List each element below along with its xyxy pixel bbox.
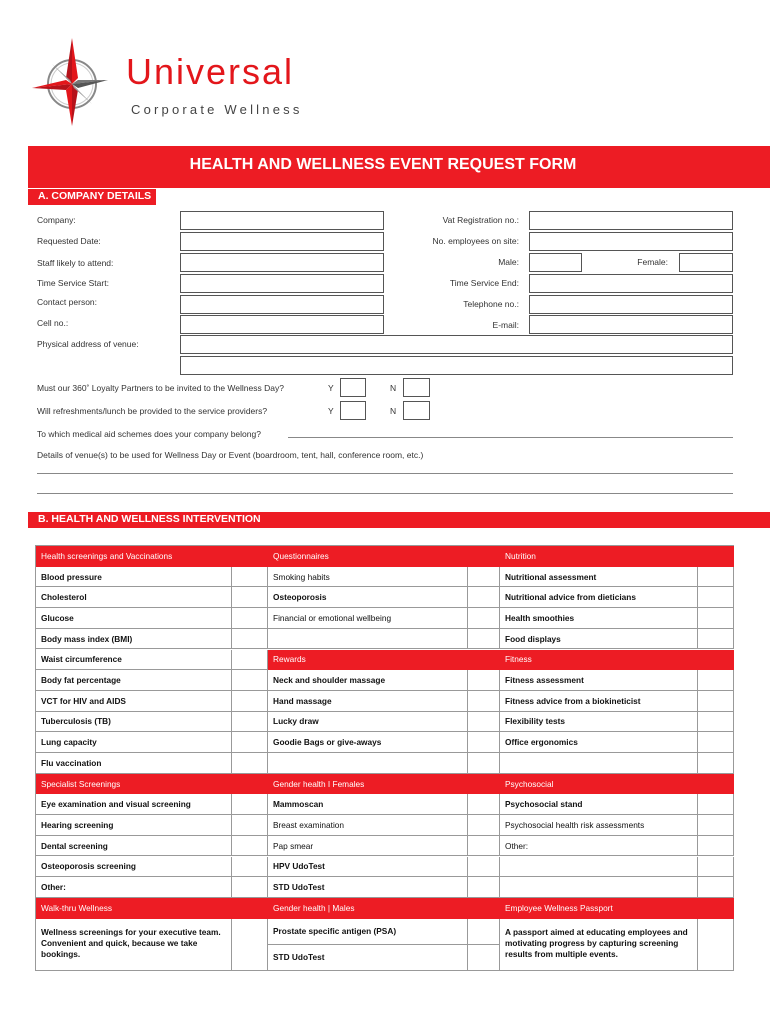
loyalty-yes-checkbox[interactable] (340, 378, 366, 397)
table-cell: Neck and shoulder massage (268, 670, 468, 691)
option-checkbox[interactable] (232, 712, 268, 733)
option-checkbox[interactable] (468, 836, 500, 857)
cell-label: Cell no.: (37, 318, 69, 328)
female-label: Female: (637, 257, 668, 267)
medical-aid-question: To which medical aid schemes does your company belong? (37, 429, 261, 439)
vat-label: Vat Registration no.: (442, 215, 519, 225)
time-start-input[interactable] (180, 274, 384, 293)
option-checkbox[interactable] (232, 691, 268, 712)
refreshments-no-checkbox[interactable] (403, 401, 430, 420)
table-cell: Flu vaccination (36, 753, 232, 774)
option-checkbox[interactable] (468, 587, 500, 608)
table-header-cell: Employee Wellness Passport (500, 898, 698, 919)
option-checkbox (698, 774, 734, 795)
table-row (36, 877, 734, 898)
contact-input[interactable] (180, 295, 384, 314)
option-checkbox[interactable] (698, 919, 734, 971)
option-checkbox[interactable] (698, 670, 734, 691)
option-checkbox (468, 546, 500, 567)
table-cell: Body mass index (BMI) (36, 629, 232, 650)
option-checkbox (698, 898, 734, 919)
option-checkbox[interactable] (232, 567, 268, 588)
table-cell: STD UdoTest (268, 877, 468, 898)
table-cell: Body fat percentage (36, 670, 232, 691)
option-checkbox[interactable] (468, 753, 500, 774)
option-checkbox[interactable] (232, 753, 268, 774)
table-header-cell: Psychosocial (500, 774, 698, 795)
table-cell: Mammoscan (268, 794, 468, 815)
table-cell: STD UdoTest (268, 945, 468, 971)
option-checkbox[interactable] (468, 877, 500, 898)
refreshments-yes-label: Y (328, 406, 334, 416)
option-checkbox[interactable] (232, 629, 268, 650)
table-cell: Other: (36, 877, 232, 898)
email-input[interactable] (529, 315, 733, 334)
table-header-cell: Health screenings and Vaccinations (36, 546, 232, 567)
table-row (36, 794, 734, 815)
option-checkbox[interactable] (232, 608, 268, 629)
table-cell: Waist circumference (36, 650, 232, 671)
table-cell: VCT for HIV and AIDS (36, 691, 232, 712)
refreshments-no-label: N (390, 406, 397, 416)
venue-details-question: Details of venue(s) to be used for Wellness Day or Event (boardroom, tent, hall, conference room, etc.) (37, 450, 424, 460)
option-checkbox[interactable] (232, 857, 268, 878)
option-checkbox[interactable] (232, 650, 268, 671)
table-cell (268, 753, 468, 774)
table-cell: Eye examination and visual screening (36, 794, 232, 815)
option-checkbox (232, 546, 268, 567)
time-end-input[interactable] (529, 274, 733, 293)
table-cell: Fitness advice from a biokineticist (500, 691, 698, 712)
table-cell (500, 753, 698, 774)
table-cell: Food displays (500, 629, 698, 650)
table-row (36, 857, 734, 878)
option-checkbox (468, 650, 500, 671)
table-header-cell: Gender health | Males (268, 898, 468, 919)
table-cell: Nutritional assessment (500, 567, 698, 588)
option-checkbox[interactable] (468, 919, 500, 945)
table-row (36, 546, 734, 567)
table-cell: Breast examination (268, 815, 468, 836)
table-cell: A passport aimed at educating employees and motivating progress by capturing screening results from multiple events. (500, 919, 698, 971)
table-row (36, 650, 734, 671)
employees-label: No. employees on site: (432, 236, 519, 246)
section-b-header (28, 512, 770, 528)
table-header-cell: Questionnaires (268, 546, 468, 567)
option-checkbox (698, 546, 734, 567)
option-checkbox[interactable] (698, 877, 734, 898)
table-row (36, 712, 734, 733)
table-cell: Osteoporosis screening (36, 857, 232, 878)
table-cell: Glucose (36, 608, 232, 629)
option-checkbox (468, 774, 500, 795)
table-header-cell: Fitness (500, 650, 698, 671)
option-checkbox[interactable] (232, 732, 268, 753)
option-checkbox[interactable] (232, 877, 268, 898)
company-input[interactable] (180, 211, 384, 230)
section-a-label: A. COMPANY DETAILS (38, 190, 152, 202)
table-row (36, 670, 734, 691)
table-cell: Health smoothies (500, 608, 698, 629)
email-label: E-mail: (492, 320, 519, 330)
vat-input[interactable] (529, 211, 733, 230)
table-cell: Wellness screenings for your executive team. Convenient and quick, because we take bookings. (36, 919, 232, 971)
option-checkbox (232, 774, 268, 795)
loyalty-yes-label: Y (328, 383, 334, 393)
loyalty-question: Must our 360˚ Loyalty Partners to be invited to the Wellness Day? (37, 383, 284, 393)
table-cell: Pap smear (268, 836, 468, 857)
table-cell: Hand massage (268, 691, 468, 712)
male-label: Male: (498, 257, 519, 267)
option-checkbox[interactable] (698, 712, 734, 733)
table-cell: Lung capacity (36, 732, 232, 753)
section-b-label: B. HEALTH AND WELLNESS INTERVENTION (38, 513, 261, 525)
table-row (36, 753, 734, 774)
table-row (36, 567, 734, 588)
table-header-cell: Specialist Screenings (36, 774, 232, 795)
table-header-cell: Rewards (268, 650, 468, 671)
intervention-table (35, 545, 734, 971)
address-input-2[interactable] (180, 356, 733, 375)
table-row (36, 732, 734, 753)
option-checkbox[interactable] (468, 670, 500, 691)
table-cell: Lucky draw (268, 712, 468, 733)
employees-input[interactable] (529, 232, 733, 251)
contact-label: Contact person: (37, 297, 98, 307)
option-checkbox[interactable] (698, 608, 734, 629)
table-cell: Osteoporosis (268, 587, 468, 608)
staff-input[interactable] (180, 253, 384, 272)
table-row (36, 691, 734, 712)
option-checkbox[interactable] (698, 857, 734, 878)
option-checkbox[interactable] (232, 794, 268, 815)
brand-tagline: Corporate Wellness (131, 102, 303, 117)
table-row (36, 629, 734, 650)
table-cell: Tuberculosis (TB) (36, 712, 232, 733)
option-checkbox[interactable] (468, 732, 500, 753)
table-cell: Psychosocial health risk assessments (500, 815, 698, 836)
option-checkbox[interactable] (468, 794, 500, 815)
table-cell: Flexibility tests (500, 712, 698, 733)
option-checkbox[interactable] (698, 567, 734, 588)
option-checkbox[interactable] (468, 945, 500, 971)
requested-date-label: Requested Date: (37, 236, 101, 246)
table-row (36, 836, 734, 857)
option-checkbox[interactable] (698, 587, 734, 608)
option-checkbox[interactable] (232, 587, 268, 608)
table-row (36, 774, 734, 795)
company-label: Company: (37, 215, 76, 225)
address-label: Physical address of venue: (37, 339, 139, 349)
option-checkbox[interactable] (698, 629, 734, 650)
time-start-label: Time Service Start: (37, 278, 109, 288)
table-cell: Smoking habits (268, 567, 468, 588)
option-checkbox[interactable] (468, 712, 500, 733)
time-end-label: Time Service End: (449, 278, 519, 288)
option-checkbox[interactable] (698, 691, 734, 712)
telephone-label: Telephone no.: (463, 299, 519, 309)
option-checkbox[interactable] (468, 815, 500, 836)
table-cell: Hearing screening (36, 815, 232, 836)
option-checkbox[interactable] (232, 919, 268, 971)
table-cell (268, 629, 468, 650)
table-cell: Goodie Bags or give-aways (268, 732, 468, 753)
option-checkbox (698, 650, 734, 671)
option-checkbox[interactable] (468, 608, 500, 629)
address-input-1[interactable] (180, 335, 733, 354)
brand-name: Universal (126, 51, 295, 92)
option-checkbox[interactable] (698, 732, 734, 753)
loyalty-no-checkbox[interactable] (403, 378, 430, 397)
option-checkbox (468, 898, 500, 919)
telephone-input[interactable] (529, 295, 733, 314)
option-checkbox[interactable] (468, 567, 500, 588)
table-cell: Other: (500, 836, 698, 857)
table-header-cell: Nutrition (500, 546, 698, 567)
refreshments-question: Will refreshments/lunch be provided to the service providers? (37, 406, 268, 416)
table-row (36, 898, 734, 919)
table-cell (500, 857, 698, 878)
table-cell: HPV UdoTest (268, 857, 468, 878)
table-row (36, 587, 734, 608)
option-checkbox[interactable] (698, 753, 734, 774)
loyalty-no-label: N (390, 383, 397, 393)
table-cell: Nutritional advice from dieticians (500, 587, 698, 608)
option-checkbox[interactable] (468, 857, 500, 878)
table-cell: Cholesterol (36, 587, 232, 608)
table-cell: Fitness assessment (500, 670, 698, 691)
option-checkbox[interactable] (232, 815, 268, 836)
table-cell: Blood pressure (36, 567, 232, 588)
table-cell (500, 877, 698, 898)
table-header-cell: Gender health I Females (268, 774, 468, 795)
venue-details-line-1[interactable] (37, 473, 733, 474)
requested-date-input[interactable] (180, 232, 384, 251)
table-header-cell: Walk-thru Wellness (36, 898, 232, 919)
table-cell: Financial or emotional wellbeing (268, 608, 468, 629)
option-checkbox[interactable] (698, 836, 734, 857)
section-a-header (28, 189, 156, 205)
table-cell: Psychosocial stand (500, 794, 698, 815)
option-checkbox[interactable] (232, 670, 268, 691)
compass-logo-icon (30, 36, 110, 128)
table-cell: Prostate specific antigen (PSA) (268, 919, 468, 945)
male-input[interactable] (529, 253, 582, 272)
medical-aid-input[interactable] (288, 437, 733, 438)
table-cell: Office ergonomics (500, 732, 698, 753)
table-row-last (36, 919, 734, 971)
option-checkbox[interactable] (698, 794, 734, 815)
venue-details-line-2[interactable] (37, 493, 733, 494)
option-checkbox[interactable] (232, 836, 268, 857)
option-checkbox (232, 898, 268, 919)
refreshments-yes-checkbox[interactable] (340, 401, 366, 420)
female-input[interactable] (679, 253, 733, 272)
option-checkbox[interactable] (468, 691, 500, 712)
staff-label: Staff likely to attend: (37, 258, 114, 268)
table-cell: Dental screening (36, 836, 232, 857)
cell-input[interactable] (180, 315, 384, 334)
table-row (36, 608, 734, 629)
option-checkbox[interactable] (468, 629, 500, 650)
form-title: HEALTH AND WELLNESS EVENT REQUEST FORM (189, 156, 577, 173)
table-row (36, 815, 734, 836)
option-checkbox[interactable] (698, 815, 734, 836)
